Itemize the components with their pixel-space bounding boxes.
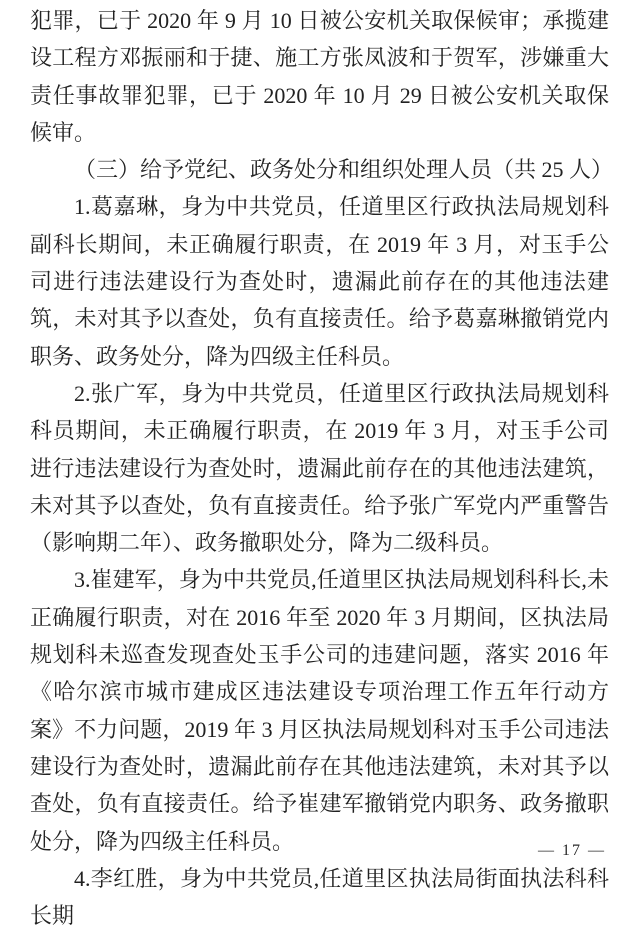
section-heading: （三）给予党纪、政务处分和组织处理人员（共 25 人） [74, 157, 614, 183]
disciplinary-item-2: 2.张广军，身为中共党员，任道里区行政执法局规划科科员期间，未正确履行职责，在 2019 年 3 月，对玉手公司进行违法建设行为查处时，遗漏此前存在的其他违法建筑，未对其予以查处，负有直接责任。给予张广军党内严重警告（影响期二年）、政务撤职处分，降为二级科员。 [30, 380, 609, 556]
paragraph-continuation: 犯罪，已于 2020 年 9 月 10 日被公安机关取保候审；承揽建设工程方邓振丽和于捷、施工方张凤波和于贺军，涉嫌重大责任事故罪犯罪，已于 2020 年 10 月 29 日被公安机关取保候审。 [30, 8, 609, 145]
disciplinary-item-1: 1.葛嘉琳，身为中共党员，任道里区行政执法局规划科副科长期间，未正确履行职责，在 2019 年 3 月，对玉手公司进行违法建设行为查处时，遗漏此前存在的其他违法建筑，未对其予以查处，负有直接责任。给予葛嘉琳撤销党内职务、政务处分，降为四级主任科员。 [30, 194, 609, 369]
disciplinary-item-4: 4.李红胜，身为中共党员,任道里区执法局街面执法科科长期 [30, 865, 609, 929]
disciplinary-item-3: 3.崔建军，身为中共党员,任道里区执法局规划科科长,未正确履行职责，对在 2016 年至 2020 年 3 月期间，区执法局规划科未巡查发现查处玉手公司的违建问题，落实 2016 年《哈尔滨市城市建成区违法建设专项治理工作五年行动方案》不力问题，2019 年 3 月区执法局规划科对玉手公司违法建设行为查处时，遗漏此前存在其他违法建筑，未对其予以查处，负有直接责任。给予崔建军撤销党内职务、政务撤职处分，降为四级主任科员。 [30, 567, 609, 854]
page-number: — 17 — [538, 842, 606, 859]
